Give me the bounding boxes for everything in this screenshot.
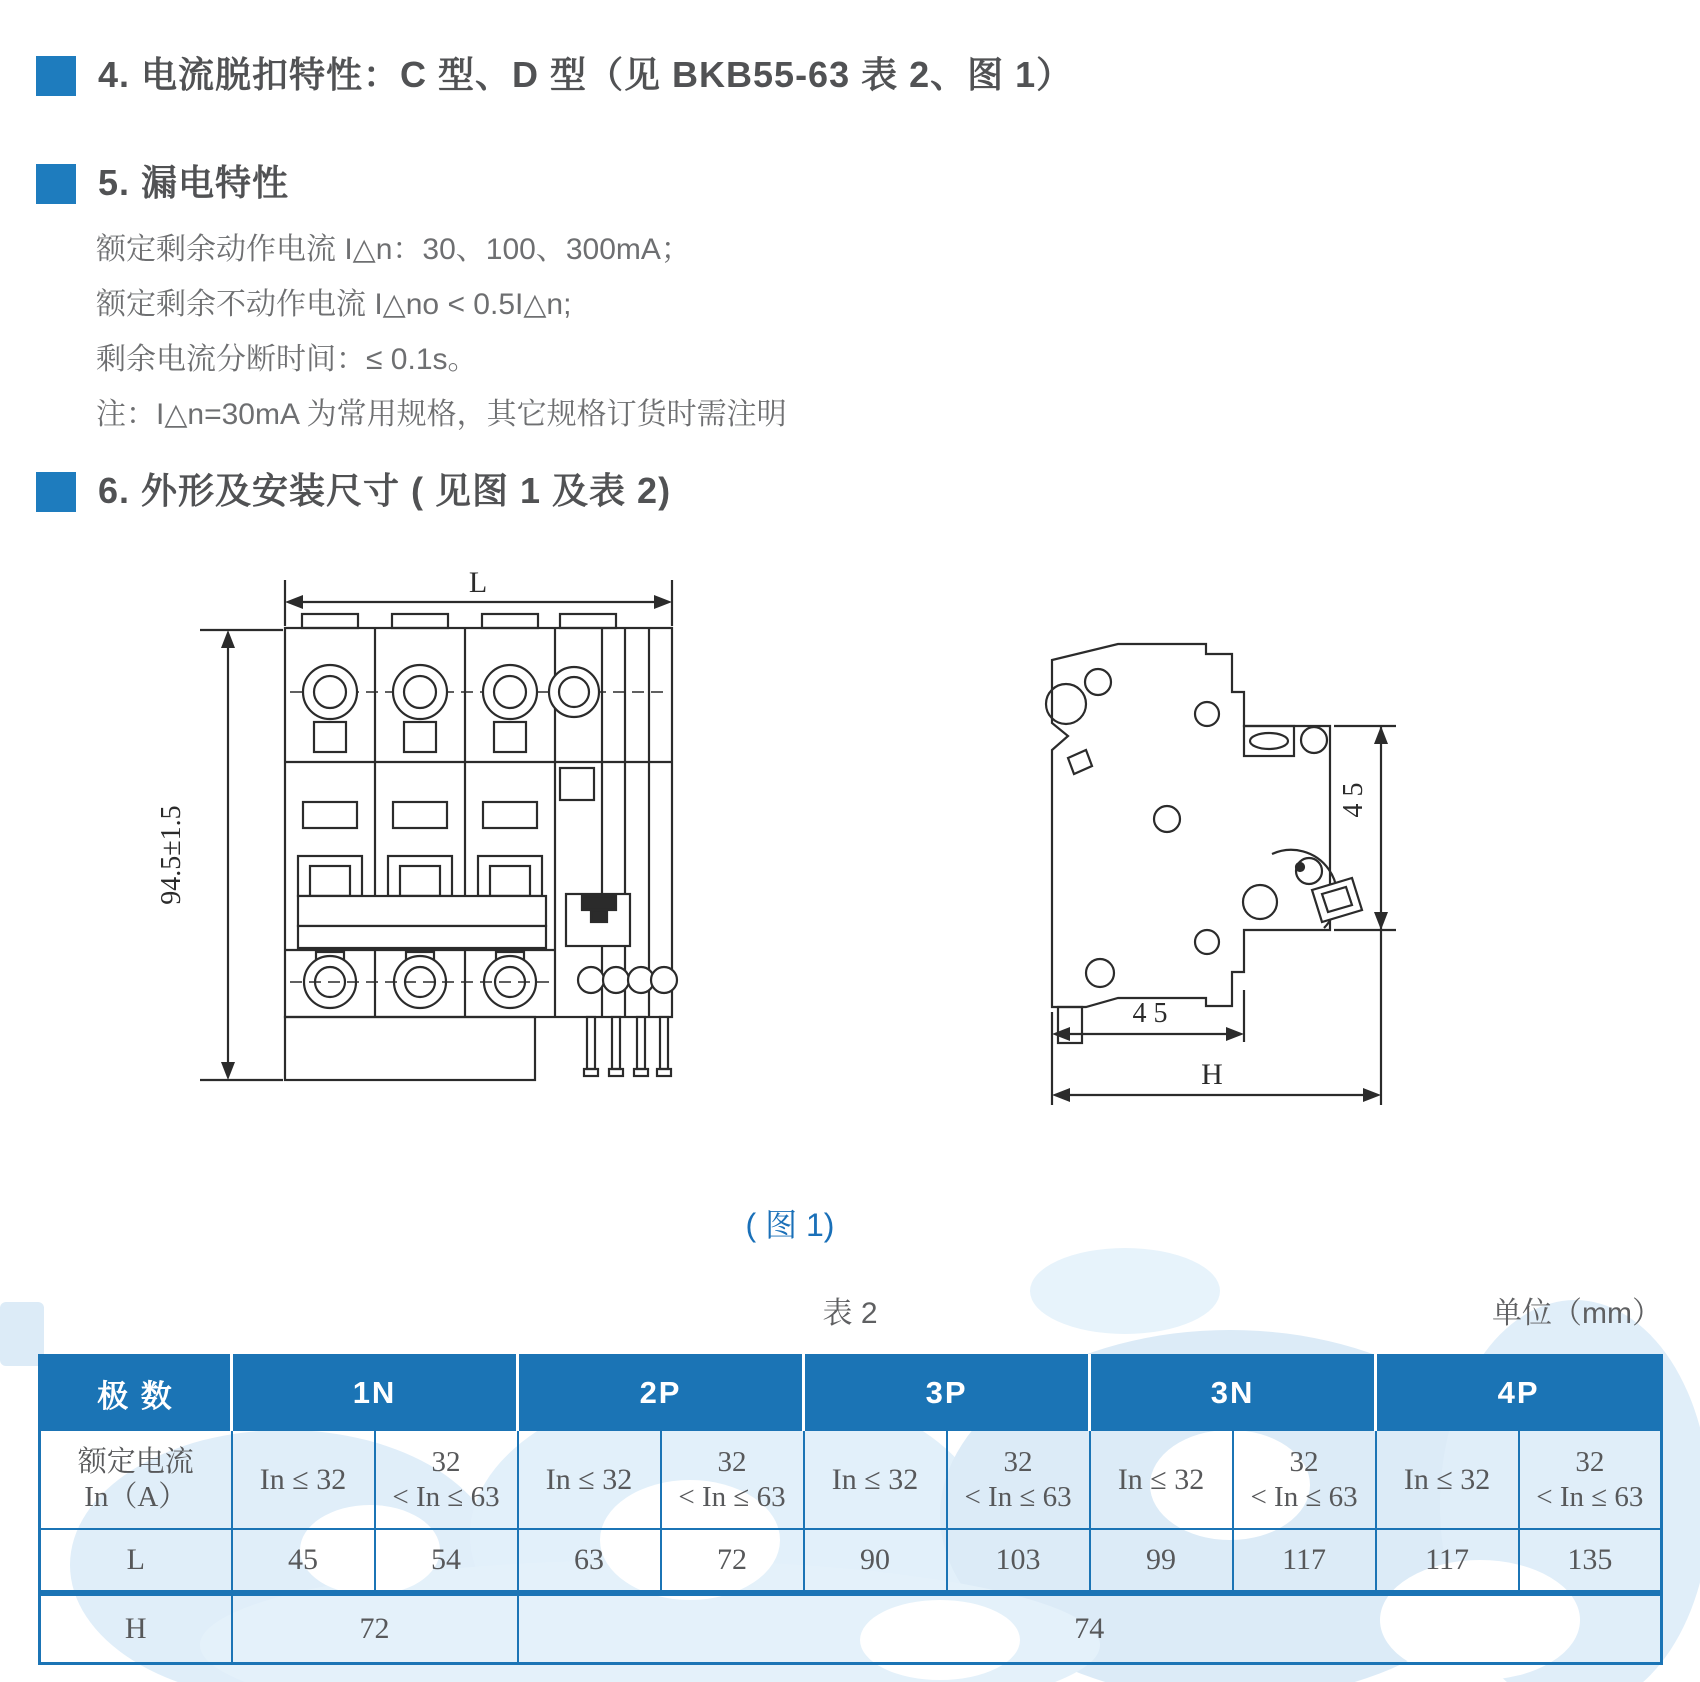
H-value-1N-cell: 72: [232, 1593, 518, 1664]
pole-group-header-1N: 1N: [232, 1356, 518, 1431]
dimensions-table: [38, 1354, 1663, 1665]
L-value-cell: 117: [1376, 1529, 1519, 1593]
L-value-cell: 90: [804, 1529, 947, 1593]
range-high-cell: [661, 1430, 804, 1529]
section-bullet-icon: [36, 472, 76, 512]
section-6-title: 6. 外形及安装尺寸 ( 见图 1 及表 2): [98, 470, 672, 511]
L-value-cell: 72: [661, 1529, 804, 1593]
L-value-cell: 103: [947, 1529, 1090, 1593]
pole-group-header-2P: 2P: [518, 1356, 804, 1431]
pole-group-header-3N: 3N: [1090, 1356, 1376, 1431]
H-value-rest-cell: 74: [518, 1593, 1662, 1664]
range-low-cell: In ≤ 32: [232, 1430, 375, 1529]
range-high-line1: 32: [1289, 1445, 1319, 1478]
range-high-line1: 32: [717, 1445, 747, 1478]
side-body-outline: [1052, 644, 1330, 1007]
L-value-cell: 117: [1233, 1529, 1376, 1593]
breaker-lower-extension: [285, 1017, 535, 1080]
range-high-line2: < In ≤ 63: [678, 1480, 786, 1513]
width-dimension-label: L: [468, 566, 488, 599]
range-low-cell: In ≤ 32: [804, 1430, 947, 1529]
range-low-cell: In ≤ 32: [1376, 1430, 1519, 1529]
range-high-cell: [1519, 1430, 1662, 1529]
leakage-spec-paragraph: [96, 222, 1196, 442]
range-high-line1: 32: [1003, 1445, 1033, 1478]
rated-current-label-line1: 额定电流: [77, 1445, 194, 1478]
L-value-cell: 45: [232, 1529, 375, 1593]
section-bullet-icon: [36, 164, 76, 204]
section-5-heading: [36, 160, 289, 207]
range-high-cell: [1233, 1430, 1376, 1529]
rated-current-label: [40, 1430, 232, 1529]
range-low-cell: In ≤ 32: [1090, 1430, 1233, 1529]
row-H-label: H: [40, 1593, 232, 1664]
table-header-row: [40, 1356, 1662, 1431]
table-unit-note: 单位（mm）: [1492, 1297, 1662, 1330]
pole-count-header: 极 数: [40, 1356, 232, 1431]
L-value-cell: 54: [375, 1529, 518, 1593]
pole-group-header-4P: 4P: [1376, 1356, 1662, 1431]
row-L-label: L: [40, 1529, 232, 1593]
figure-1-caption: ( 图 1): [745, 1207, 835, 1243]
side-view-drawing: [900, 560, 1460, 1105]
overall-height-dimension-label: H: [1201, 1058, 1223, 1091]
range-high-line2: < In ≤ 63: [964, 1480, 1072, 1513]
range-high-line2: < In ≤ 63: [1536, 1480, 1644, 1513]
depth-dimension-label-bottom: 4 5: [1132, 998, 1168, 1029]
L-value-cell: 135: [1519, 1529, 1662, 1593]
table-2-title: 表 2: [822, 1297, 878, 1330]
section-bullet-icon: [36, 56, 76, 96]
spec-line: 额定剩余不动作电流 I△no < 0.5I△n;: [96, 288, 572, 321]
section-5-title: 5. 漏电特性: [98, 162, 290, 203]
rated-current-label-line2: In（A）: [84, 1480, 188, 1513]
section-6-heading: [36, 468, 671, 515]
range-low-cell: In ≤ 32: [518, 1430, 661, 1529]
range-high-line2: < In ≤ 63: [1250, 1480, 1358, 1513]
height-dimension-label: 94.5±1.5: [156, 805, 187, 905]
section-4-title: 4. 电流脱扣特性：C 型、D 型（见 BKB55-63 表 2、图 1）: [98, 54, 1074, 95]
spec-line: 注：I△n=30mA 为常用规格，其它规格订货时需注明: [96, 398, 787, 431]
depth-dimension-label-side: 4 5: [1338, 782, 1369, 818]
section-4-heading: [36, 52, 1073, 99]
pole-group-header-3P: 3P: [804, 1356, 1090, 1431]
spec-line: 额定剩余动作电流 I△n：30、100、300mA；: [96, 233, 691, 266]
range-high-line2: < In ≤ 63: [392, 1480, 500, 1513]
L-value-cell: 99: [1090, 1529, 1233, 1593]
range-high-cell: [947, 1430, 1090, 1529]
range-high-line1: 32: [431, 1445, 461, 1478]
L-value-cell: 63: [518, 1529, 661, 1593]
range-high-line1: 32: [1575, 1445, 1605, 1478]
height-H-row: [40, 1593, 1662, 1664]
width-L-row: [40, 1529, 1662, 1593]
dimension-line: [200, 630, 283, 1080]
rated-current-row: [40, 1430, 1662, 1529]
front-view-drawing: [60, 560, 720, 1105]
spec-line: 剩余电流分断时间：≤ 0.1s。: [96, 343, 478, 376]
range-high-cell: [375, 1430, 518, 1529]
